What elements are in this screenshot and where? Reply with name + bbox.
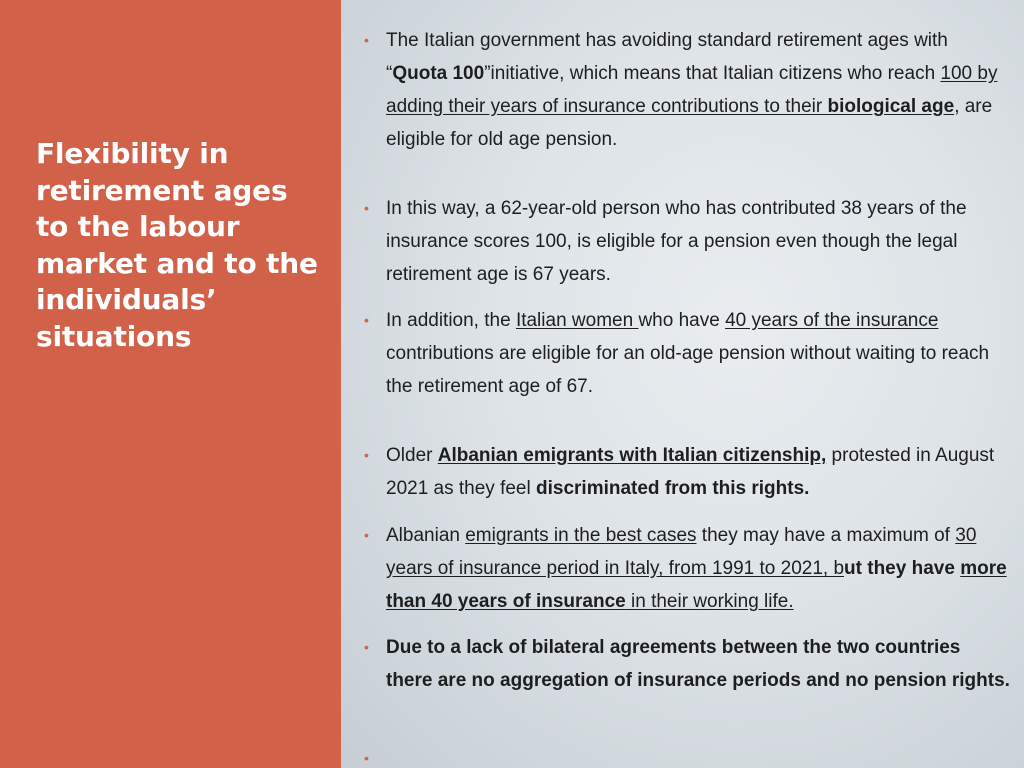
bullet-text-run: ”initiative, which means that Italian citizens who reach xyxy=(484,63,941,84)
bullet-text-run: 100 by adding their years of insurance contributions to their xyxy=(386,63,998,117)
bullet-text xyxy=(386,198,967,285)
bullet-item-2 xyxy=(364,192,1011,291)
bullet-text-run: In this way, a 62-year-old person who has contributed 38 years of the insurance scores 100, is eligible for a pension even though the legal retirement age is 67 years. xyxy=(386,198,967,285)
bullet-icon: • xyxy=(364,312,369,328)
bullet-text-run: In addition, the xyxy=(386,310,516,331)
bullet-text-run: , are eligible for old age pension. xyxy=(386,96,993,150)
bullet-text-run: The Italian government has avoiding standard retirement ages with “ xyxy=(386,30,948,84)
bullet-text-run: Italian women xyxy=(515,310,639,331)
bullet-item-5 xyxy=(364,519,1011,618)
bullet-text-run: ut they have xyxy=(844,558,961,579)
bullet-item-3 xyxy=(364,304,1011,403)
bullet-text-run: who have xyxy=(638,310,726,331)
bullet-text-run: protested in August 2021 as they feel xyxy=(386,445,995,499)
bullet-text-run: in their working life. xyxy=(625,591,794,612)
bullet-text-run: more than 40 years of insurance xyxy=(386,558,1007,612)
bullet-text-run: they may have a maximum of xyxy=(696,525,956,546)
bullet-text-run: Older xyxy=(386,445,438,466)
bullet-item-4 xyxy=(364,439,1011,505)
bullet-icon: • xyxy=(364,32,369,48)
bullet-text xyxy=(386,30,997,150)
bullet-text-run: 30 years of insurance period in Italy, from 1991 to 2021, b xyxy=(386,525,977,579)
bullet-text-run: Albanian emigrants with Italian citizenship, xyxy=(437,445,827,466)
bullet-text xyxy=(386,637,1010,691)
content-panel xyxy=(341,0,1024,768)
bullet-text-run: emigrants in the best cases xyxy=(465,525,697,546)
bullet-item-6 xyxy=(364,631,1011,697)
title-panel xyxy=(0,0,341,768)
bullet-text xyxy=(386,445,994,499)
bullet-icon: • xyxy=(364,200,369,216)
bullet-text-run: Due to a lack of bilateral agreements between the two countries there are no aggregation of insurance periods and no pension rights. xyxy=(386,637,1010,691)
bullet-text-run: Albanian xyxy=(386,525,466,546)
bullet-text xyxy=(386,310,989,397)
bullet-item-1 xyxy=(364,24,1011,156)
bullet-icon: • xyxy=(364,750,369,766)
bullet-text-run: contributions are eligible for an old-age pension without waiting to reach the retirement age of 67. xyxy=(386,343,990,397)
bullet-icon: • xyxy=(364,447,369,463)
bullet-text-run: discriminated from this rights. xyxy=(536,478,810,499)
bullet-text-run: biological age xyxy=(827,96,955,117)
slide-title: Flexibility in retirement ages to the labour market and to the individuals’ situations xyxy=(36,137,318,353)
bullet-text-run: 40 years of the insurance xyxy=(725,310,939,331)
bullet-text xyxy=(386,525,1007,612)
bullet-text-run: Quota 100 xyxy=(392,63,485,84)
bullet-icon: • xyxy=(364,527,369,543)
bullet-icon: • xyxy=(364,639,369,655)
